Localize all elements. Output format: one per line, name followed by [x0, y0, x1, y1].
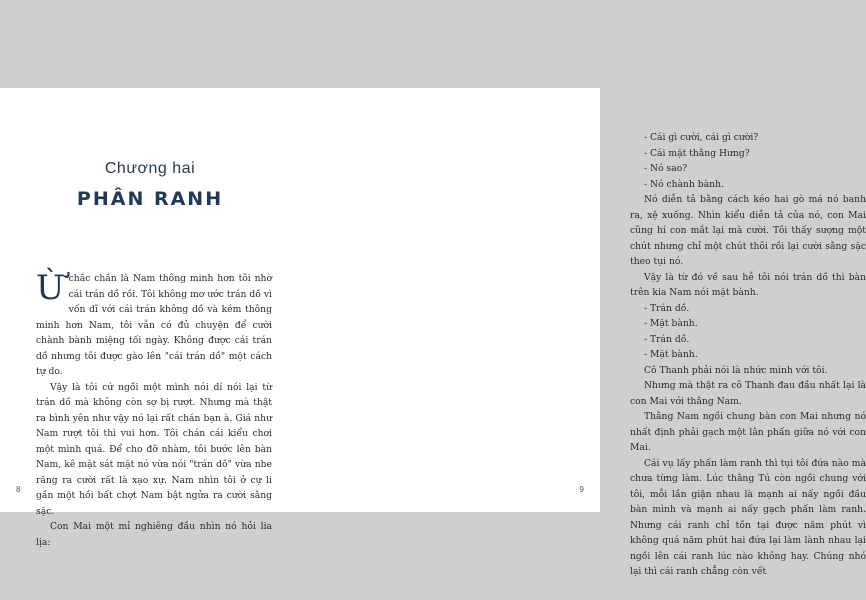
paragraph: Nhưng mà thật ra cô Thanh đau đầu nhất lại là con Mai với thằng Nam.	[630, 380, 866, 407]
paragraph: Nó diễn tả bằng cách kéo hai gò má nó banh ra, xệ xuống. Nhìn kiểu diễn tả của nó, con Mai cũng hí con mắt lại mà cười. Tôi thấy sượng một chút nhưng chỉ một chút thôi rồi lại cười sằng sặc theo tụi nó.	[630, 194, 866, 267]
paragraph-3: Con Mai một mỉ nghiêng đầu nhìn nó hỏi lia lịa:	[36, 521, 272, 548]
dialog-line: - Mặt bành.	[644, 318, 698, 329]
chapter-title: PHÂN RANH	[76, 188, 224, 210]
paragraph-2: Vậy là tôi cứ ngồi một mình nói dí nói lại từ trán dồ mà không còn sợ bị rượt. Nhưng mà thật ra bình yên như vậy nó lại rất chán bạn à. Giá như Nam rượt tôi thì vui hơn. Tôi chán cái kiểu chơi một mình quá. Để cho đỡ nhàm, tôi bước lên bàn Nam, kê mặt sát mặt nó vừa nói "trán dồ" vừa nhe răng ra cười rất là xạo xự. Nam nhìn tôi ở cự li gần một hồi bất chợt Nam bật ngửa ra cười sằng sặc.	[36, 381, 272, 517]
book-spread	[0, 88, 866, 577]
dialog-line: - Nó sao?	[644, 163, 688, 174]
paragraph: Thằng Nam ngồi chung bàn con Mai nhưng nó nhất định phải gạch một lằn phấn giữa nó với con Mai.	[630, 411, 866, 453]
dialog-line: - Mặt bành.	[644, 349, 698, 360]
dialog-line: - Trán dồ.	[644, 333, 690, 345]
dialog-line: - Trán dồ.	[644, 302, 690, 314]
paragraph-1-text: chắc chắn là Nam thông minh hơn tôi nhờ cái trán dồ rồi. Tôi không mơ ước trán dồ vì vốn dĩ với cái trán không dồ và kém thông minh hơn Nam, tôi vẫn có đủ chuyện để cười chành bành miệng tối ngày. Không được cái trán dồ nhưng tôi được gào lên "cái trán dồ" một cách tự do.	[36, 273, 272, 377]
paragraph: Cái vụ lấy phấn làm ranh thì tụi tôi đứa nào mà chưa từng làm. Lúc thằng Tú còn ngồi chung với tôi, mỗi lần giận nhau là mạnh ai nấy ngồi đầu bàn mình và mạnh ai nấy gạch phấn làm ranh. Nhưng cái ranh chỉ tồn tại được năm phút vì không quá năm phút hai đứa lại làm lành nhau lại ngồi lên cái ranh lúc nào không hay. Chúng nhó lại thì cái ranh chẳng còn vết	[630, 457, 866, 577]
chapter-kicker: Chương hai	[104, 160, 196, 177]
paragraph: Cô Thanh phải nói là nhức mình với tôi.	[644, 364, 828, 376]
paragraph: Vậy là từ đó về sau hễ tôi nói trán dồ thì bàn trên kia Nam nói mặt bành.	[630, 271, 866, 298]
paragraph-1	[36, 268, 272, 380]
dialog-line: - Cái gì cười, cái gì cười?	[644, 132, 759, 143]
page-number-left: 8	[16, 485, 21, 494]
left-page	[0, 88, 300, 548]
page-number-right: 9	[579, 485, 584, 494]
right-page	[300, 88, 866, 577]
dialog-line: - Nó chành bành.	[644, 178, 724, 190]
drop-cap: Ừ	[36, 268, 65, 308]
right-body-text	[630, 130, 866, 580]
dialog-line: - Cái mặt thằng Hưng?	[644, 147, 750, 159]
left-body-text	[36, 268, 272, 550]
